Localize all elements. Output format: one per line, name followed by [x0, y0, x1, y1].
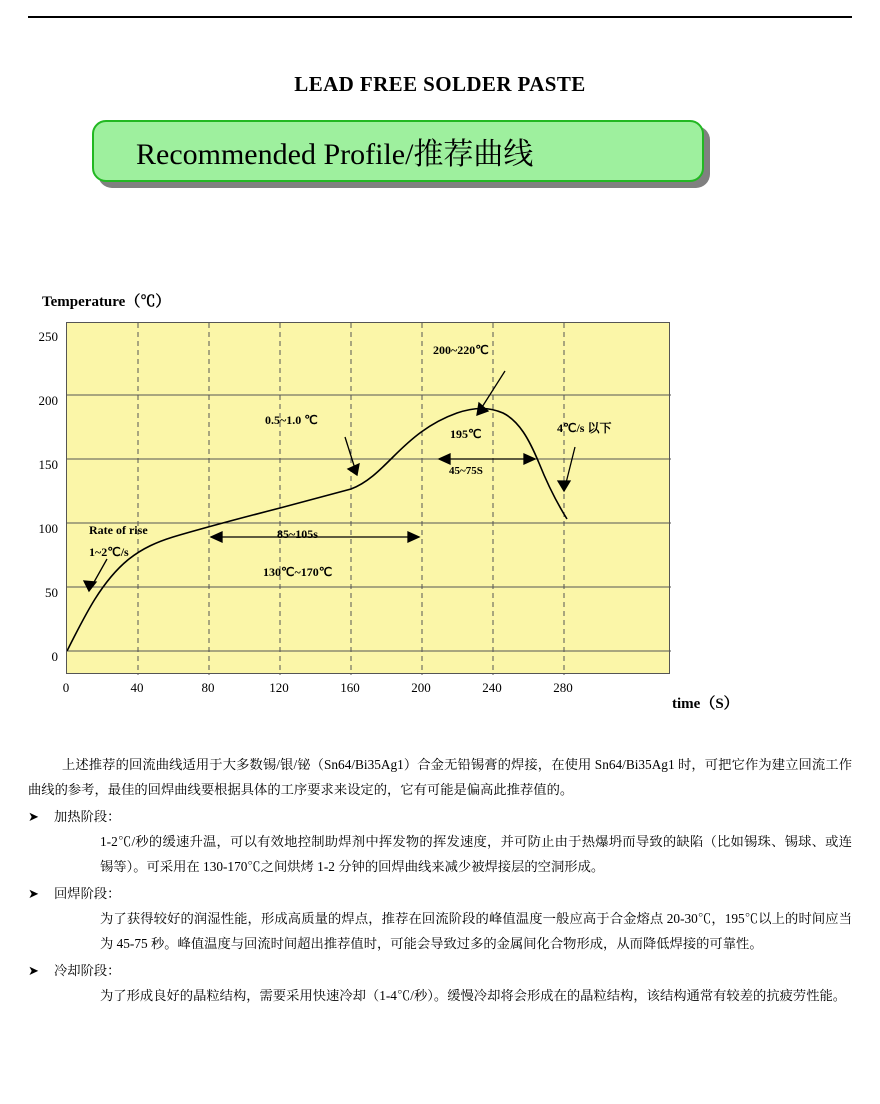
annotation-cooling-rate: 4℃/s 以下 [557, 421, 612, 435]
section-label-cooling: 冷却阶段： [54, 963, 121, 978]
page-title: LEAD FREE SOLDER PASTE [294, 72, 586, 96]
section-text-cooling: 为了形成良好的晶粒结构，需要采用快速冷却（1-4℃/秒）。缓慢冷却将会形成在的晶粒结构，该结构通常有较差的抗疲劳性能。 [100, 988, 847, 1003]
section-heating [28, 804, 852, 829]
top-divider [28, 16, 852, 18]
y-tick-150: 150 [38, 457, 58, 472]
bullet-icon: ➤ [28, 963, 39, 978]
bullet-icon: ➤ [28, 886, 39, 901]
annotation-soak-temp-range: 130℃~170℃ [263, 565, 333, 579]
annotation-ramp-rate-soak: 0.5~1.0 ℃ [265, 413, 318, 427]
y-tick-200: 200 [38, 393, 58, 408]
section-cooling [28, 958, 852, 983]
x-tick-280: 280 [553, 680, 573, 695]
y-tick-100: 100 [38, 521, 58, 536]
y-tick-250: 250 [38, 329, 58, 344]
section-reflow [28, 881, 852, 906]
recommended-profile-banner [92, 120, 704, 182]
bullet-icon: ➤ [28, 809, 39, 824]
section-label-reflow: 回焊阶段： [54, 886, 121, 901]
section-text-reflow: 为了获得较好的润湿性能，形成高质量的焊点，推荐在回流阶段的峰值温度一般应高于合金熔点 20-30℃，195℃以上的时间应当为 45-75 秒。峰值温度与回流时间超出推荐值时，可能会导致过多的金属间化合物形成，从而降低焊接的可靠性。 [100, 911, 852, 951]
annotation-195c: 195℃ [450, 427, 482, 441]
section-text-heating: 1-2℃/秒的缓速升温，可以有效地控制助焊剂中挥发物的挥发速度，并可防止由于热爆坍而导致的缺陷（比如锡珠、锡球、或连锡等）。可采用在 130-170℃之间烘烤 1-2 分钟的回焊曲线来减少被焊接层的空洞形成。 [100, 834, 852, 874]
body-content [28, 752, 852, 1008]
annotation-45-75s: 45~75S [449, 465, 483, 477]
x-tick-120: 120 [269, 680, 289, 695]
section-label-heating: 加热阶段： [54, 809, 121, 824]
annotation-rate-of-rise: Rate of rise [89, 523, 148, 537]
x-tick-0: 0 [62, 680, 70, 695]
reflow-profile-chart [0, 280, 880, 730]
x-tick-160: 160 [340, 680, 360, 695]
intro-paragraph: 上述推荐的回流曲线适用于大多数锡/银/铋（Sn64/Bi35Ag1）合金无铅锡膏的焊接，在使用 Sn64/Bi35Ag1 时，可把它作为建立回流工作曲线的参考，最佳的回焊曲线要根据具体的工序要求来设定的，它有可能是偏高此推荐值的。 [28, 757, 852, 797]
y-tick-0: 0 [51, 649, 58, 664]
x-tick-200: 200 [411, 680, 431, 695]
x-tick-240: 240 [482, 680, 502, 695]
x-axis-title: time（S） [672, 696, 739, 712]
y-tick-50: 50 [45, 585, 58, 600]
annotation-soak-time: 85~105s [277, 527, 318, 541]
plot-area [66, 322, 670, 674]
x-tick-40: 40 [130, 680, 144, 695]
annotation-peak-temp: 200~220℃ [433, 343, 489, 357]
banner-title: Recommended Profile/推荐曲线 [136, 138, 534, 171]
x-tick-80: 80 [201, 680, 215, 695]
annotation-rate-1-2: 1~2℃/s [89, 545, 129, 559]
y-axis-title: Temperature（℃） [42, 294, 171, 310]
